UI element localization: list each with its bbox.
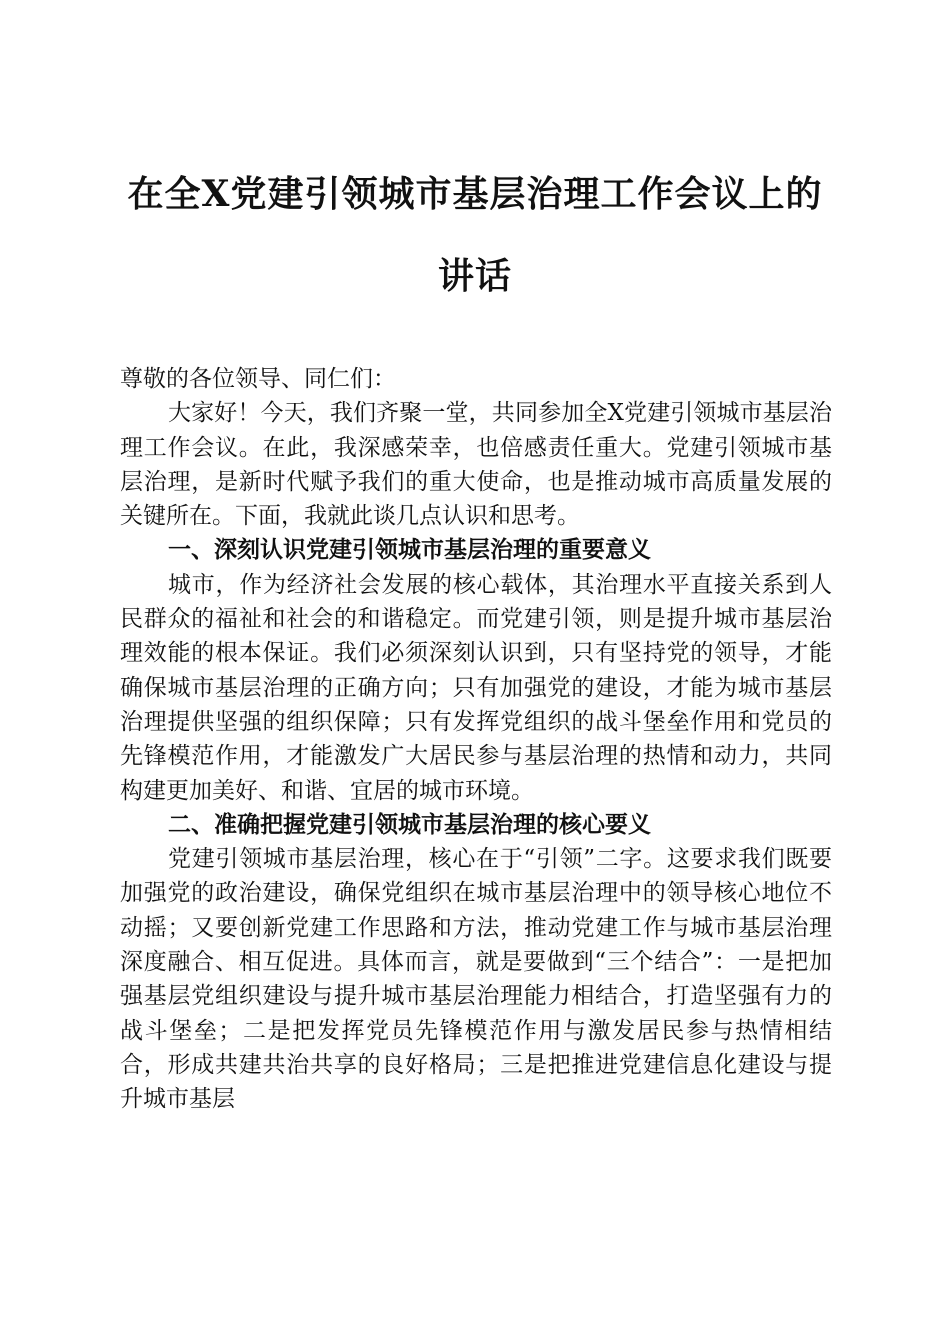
title-line-2: 讲话 [437, 255, 512, 297]
salutation: 尊敬的各位领导、同仁们： [120, 366, 396, 392]
paragraph-section-2: 党建引领城市基层治理，核心在于“引领”二字。这要求我们既要加强党的政治建设，确保党组织在城市基层治理中的领导核心地位不动摇；又要创新党建工作思路和方法，推动党建工作与城市基层治理深度融合、相互促进。具体而言，就是要做到“三个结合”：一是把加强基层党组织建设与提升城市基层治理能力相结合，打造坚强有力的战斗堡垒；二是把发挥党员先锋模范作用与激发居民参与热情相结合，形成共建共治共享的良好格局；三是把推进党建信息化建设与提升城市基层 [120, 846, 832, 1113]
title-line-1: 在全X党建引领城市基层治理工作会议上的 [127, 173, 823, 215]
section-heading-2: 二、准确把握党建引领城市基层治理的核心要义 [168, 811, 651, 838]
document-body [120, 362, 832, 1117]
paragraph-section-1: 城市，作为经济社会发展的核心载体，其治理水平直接关系到人民群众的福祉和社会的和谐稳定。而党建引领，则是提升城市基层治理效能的根本保证。我们必须深刻认识到，只有坚持党的领导，才能确保城市基层治理的正确方向；只有加强党的建设，才能为城市基层治理提供坚强的组织保障；只有发挥党组织的战斗堡垒作用和党员的先锋模范作用，才能激发广大居民参与基层治理的热情和动力，共同构建更加美好、和谐、宜居的城市环境。 [120, 571, 832, 804]
paragraph-intro: 大家好！今天，我们齐聚一堂，共同参加全X党建引领城市基层治理工作会议。在此，我深感荣幸，也倍感责任重大。党建引领城市基层治理，是新时代赋予我们的重大使命，也是推动城市高质量发展的关键所在。下面，我就此谈几点认识和思考。 [120, 400, 832, 530]
document-title [100, 168, 850, 302]
section-heading-1: 一、深刻认识党建引领城市基层治理的重要意义 [168, 537, 651, 564]
